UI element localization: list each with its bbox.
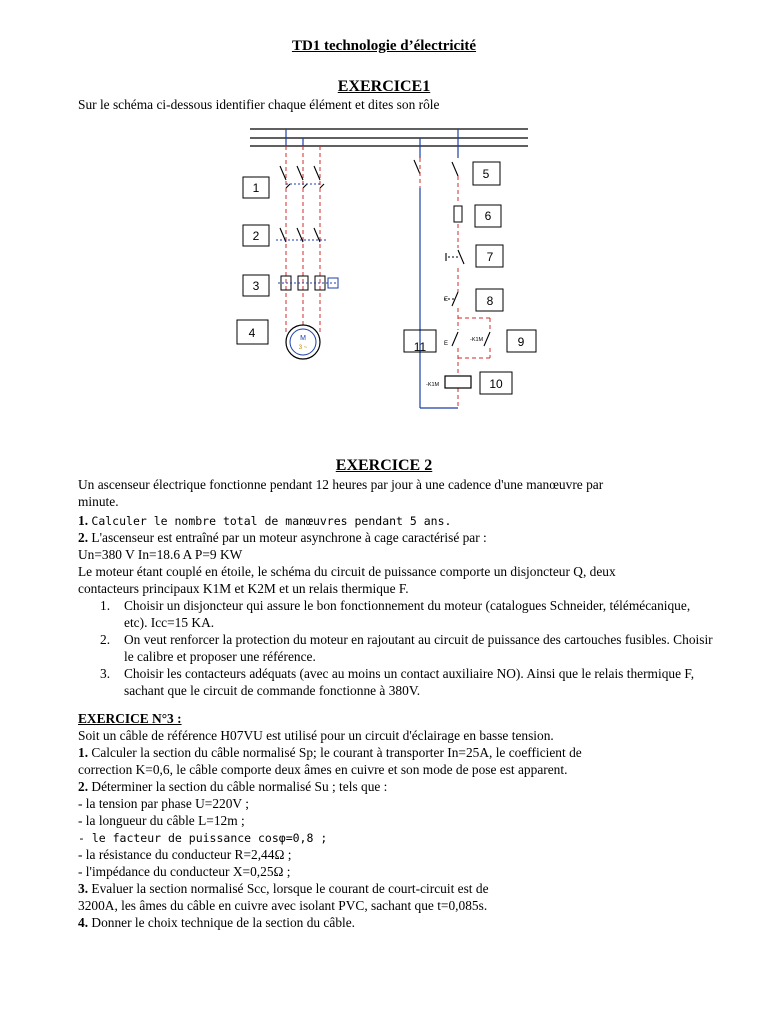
list-number: 3. bbox=[100, 666, 111, 681]
bullet-item: - la longueur du câble L=12m ; bbox=[78, 813, 245, 828]
label-8: 8 bbox=[486, 294, 494, 308]
label-5: 5 bbox=[482, 167, 490, 181]
bullet-item: - la résistance du conducteur R=2,44Ω ; bbox=[78, 847, 292, 862]
label-1: 1 bbox=[252, 181, 260, 195]
motor-specs: Un=380 V In=18.6 A P=9 KW bbox=[78, 547, 243, 562]
bullet-item bbox=[78, 829, 327, 847]
e-label-stop: E bbox=[444, 297, 449, 303]
exercise-3-question-4 bbox=[78, 914, 355, 931]
exercise-2-intro-line-1: Un ascenseur électrique fonctionne pendant 12 heures par jour à une cadence d'une manœuvre par bbox=[78, 477, 604, 492]
label-box-4 bbox=[237, 320, 268, 344]
list-text: Choisir les contacteurs adéquats (avec au moins un contact auxiliaire NO). Ainsi que le relais thermique F, sachant que le circuit de commande fonctionne à 380V. bbox=[124, 666, 695, 698]
question-text: Calculer le nombre total de manœuvres pendant 5 ans. bbox=[91, 514, 452, 528]
question-text: Déterminer la section du câble normalisé Su ; tels que : bbox=[91, 779, 388, 794]
label-box-5 bbox=[473, 162, 500, 185]
list-number: 1. bbox=[100, 598, 111, 613]
question-number: 2. bbox=[78, 530, 89, 545]
exercise-1-intro: Sur le schéma ci-dessous identifier chaque élément et dites son rôle bbox=[78, 97, 440, 112]
label-box-10 bbox=[480, 372, 512, 394]
list-number: 2. bbox=[100, 632, 111, 647]
exercise-3-question-1-line-1 bbox=[78, 744, 582, 761]
label-box-7 bbox=[476, 245, 503, 267]
label-box-8 bbox=[476, 289, 503, 311]
question-number: 1. bbox=[78, 745, 89, 760]
label-3: 3 bbox=[252, 279, 260, 293]
list-text: On veut renforcer la protection du moteur en rajoutant au circuit de puissance des cartouches fusibles. Choisir le calibre et proposer une référence. bbox=[124, 632, 713, 664]
question-text: L'ascenseur est entraîné par un moteur asynchrone à cage caractérisé par : bbox=[91, 530, 487, 545]
label-box-2 bbox=[243, 225, 269, 246]
list-text: Choisir un disjoncteur qui assure le bon fonctionnement du moteur (catalogues Schneider, télémécanique, etc). Icc=15 KA. bbox=[124, 598, 691, 630]
power-circuit bbox=[276, 129, 338, 359]
label-11: 11 bbox=[413, 340, 427, 354]
exercise-2-question-1 bbox=[78, 512, 451, 530]
exercise-2-paragraph-line-1: Le moteur étant couplé en étoile, le schéma du circuit de puissance comporte un disjoncteur Q, deux bbox=[78, 564, 616, 579]
page-title: TD1 technologie d’électricité bbox=[291, 38, 477, 54]
label-7: 7 bbox=[486, 250, 494, 264]
label-2: 2 bbox=[252, 229, 260, 243]
exercise-3-intro: Soit un câble de référence H07VU est utilisé pour un circuit d'éclairage en basse tension. bbox=[78, 728, 554, 743]
label-4: 4 bbox=[248, 326, 256, 340]
question-number: 3. bbox=[78, 881, 89, 896]
exercise-3-question-1-line-2: correction K=0,6, le câble comporte deux âmes en cuivre et son mode de pose est apparent. bbox=[78, 762, 568, 777]
exercise-3-question-2 bbox=[78, 778, 387, 795]
label-10: 10 bbox=[489, 377, 503, 391]
exercise-2-intro-line-2: minute. bbox=[78, 494, 119, 509]
exercise-2-paragraph-line-2: contacteurs principaux K1M et K2M et un relais thermique F. bbox=[78, 581, 409, 596]
label-box-3 bbox=[243, 275, 269, 296]
electrical-schematic bbox=[0, 118, 768, 448]
exercise-2-question-2 bbox=[78, 529, 487, 546]
question-number: 2. bbox=[78, 779, 89, 794]
label-box-1 bbox=[243, 177, 269, 198]
motor-phase-label: 3 ~ bbox=[298, 345, 308, 351]
motor-symbol bbox=[286, 325, 320, 359]
label-box-9 bbox=[507, 330, 536, 352]
label-6: 6 bbox=[484, 209, 492, 223]
k1m-contact-label: -K1M bbox=[470, 337, 484, 343]
bullet-item: - l'impédance du conducteur X=0,25Ω ; bbox=[78, 864, 291, 879]
motor-m-label: M bbox=[300, 335, 306, 342]
label-box-6 bbox=[475, 205, 501, 227]
exercise-3-question-3-line-2: 3200A, les âmes du câble en cuivre avec isolant PVC, sachant que t=0,085s. bbox=[78, 898, 488, 913]
bullet-text: - le facteur de puissance cosφ=0,8 ; bbox=[78, 831, 328, 845]
exercise-3-heading: EXERCICE N°3 : bbox=[78, 711, 182, 726]
question-text: Donner le choix technique de la section du câble. bbox=[91, 915, 356, 930]
bullet-item: - la tension par phase U=220V ; bbox=[78, 796, 249, 811]
e-label-aux: E bbox=[444, 341, 449, 347]
question-text: Calculer la section du câble normalisé Sp; le courant à transporter In=25A, le coefficient de bbox=[91, 745, 582, 760]
exercise-1-heading: EXERCICE1 bbox=[337, 78, 431, 95]
question-number: 4. bbox=[78, 915, 89, 930]
question-number: 1. bbox=[78, 513, 89, 528]
exercise-3-question-3-line-1 bbox=[78, 880, 489, 897]
label-9: 9 bbox=[517, 335, 525, 349]
question-text: Evaluer la section normalisé Scc, lorsque le courant de court-circuit est de bbox=[91, 881, 489, 896]
exercise-2-heading: EXERCICE 2 bbox=[335, 457, 433, 474]
supply-bus-bars bbox=[250, 129, 528, 146]
k1m-coil-label: -K1M bbox=[426, 382, 440, 388]
